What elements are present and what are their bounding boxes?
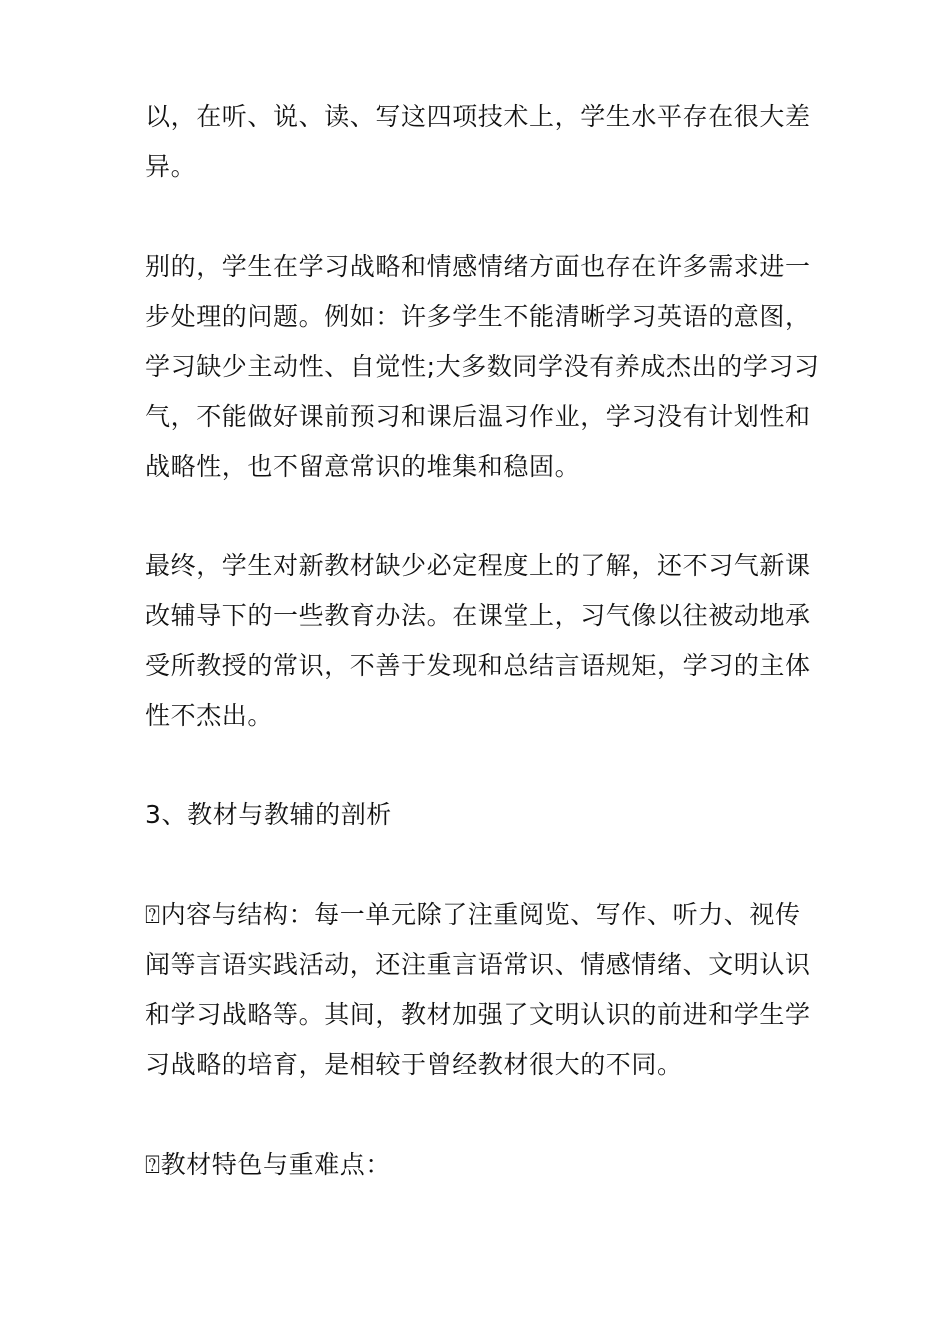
- text-line: 受所教授的常识，不善于发现和总结言语规矩，学习的主体: [145, 651, 811, 680]
- paragraph-new-textbook: [145, 541, 815, 741]
- text-line: 别的，学生在学习战略和情感情绪方面也存在许多需求进一: [145, 252, 811, 281]
- text-line: 习战略的培育，是相较于曾经教材很大的不同。: [145, 1050, 683, 1079]
- text-line: 异。: [145, 152, 197, 181]
- text-line: 最终，学生对新教材缺少必定程度上的了解，还不习气新课: [145, 551, 811, 580]
- paragraph-learning-strategy: [145, 242, 820, 492]
- text-line: 以，在听、说、读、写这四项技术上，学生水平存在很大差: [145, 102, 811, 131]
- text-line: 战略性，也不留意常识的堆集和稳固。: [145, 452, 581, 481]
- text-line: 闻等言语实践活动，还注重言语常识、情感情绪、文明认识: [145, 950, 811, 979]
- text-line: ⍰教材特色与重难点：: [145, 1150, 392, 1179]
- paragraph-skill-differences: [145, 92, 815, 192]
- text-line: 性不杰出。: [145, 701, 274, 730]
- text-line: 改辅导下的一些教育办法。在课堂上，习气像以往被动地承: [145, 601, 811, 630]
- text-line: 和学习战略等。其间，教材加强了文明认识的前进和学生学: [145, 1000, 811, 1029]
- section-heading: [145, 790, 815, 840]
- text-line: ⍰内容与结构：每一单元除了注重阅览、写作、听力、视传: [145, 900, 801, 929]
- text-line: 学习缺少主动性、自觉性;大多数同学没有养成杰出的学习习: [145, 352, 820, 381]
- heading-text: 3、教材与教辅的剖析: [145, 800, 392, 829]
- paragraph-content-structure: [145, 890, 815, 1090]
- text-line: 气，不能做好课前预习和课后温习作业，学习没有计划性和: [145, 402, 811, 431]
- text-line: 步处理的问题。例如：许多学生不能清晰学习英语的意图，: [145, 302, 811, 331]
- paragraph-features-difficulties: [145, 1140, 815, 1190]
